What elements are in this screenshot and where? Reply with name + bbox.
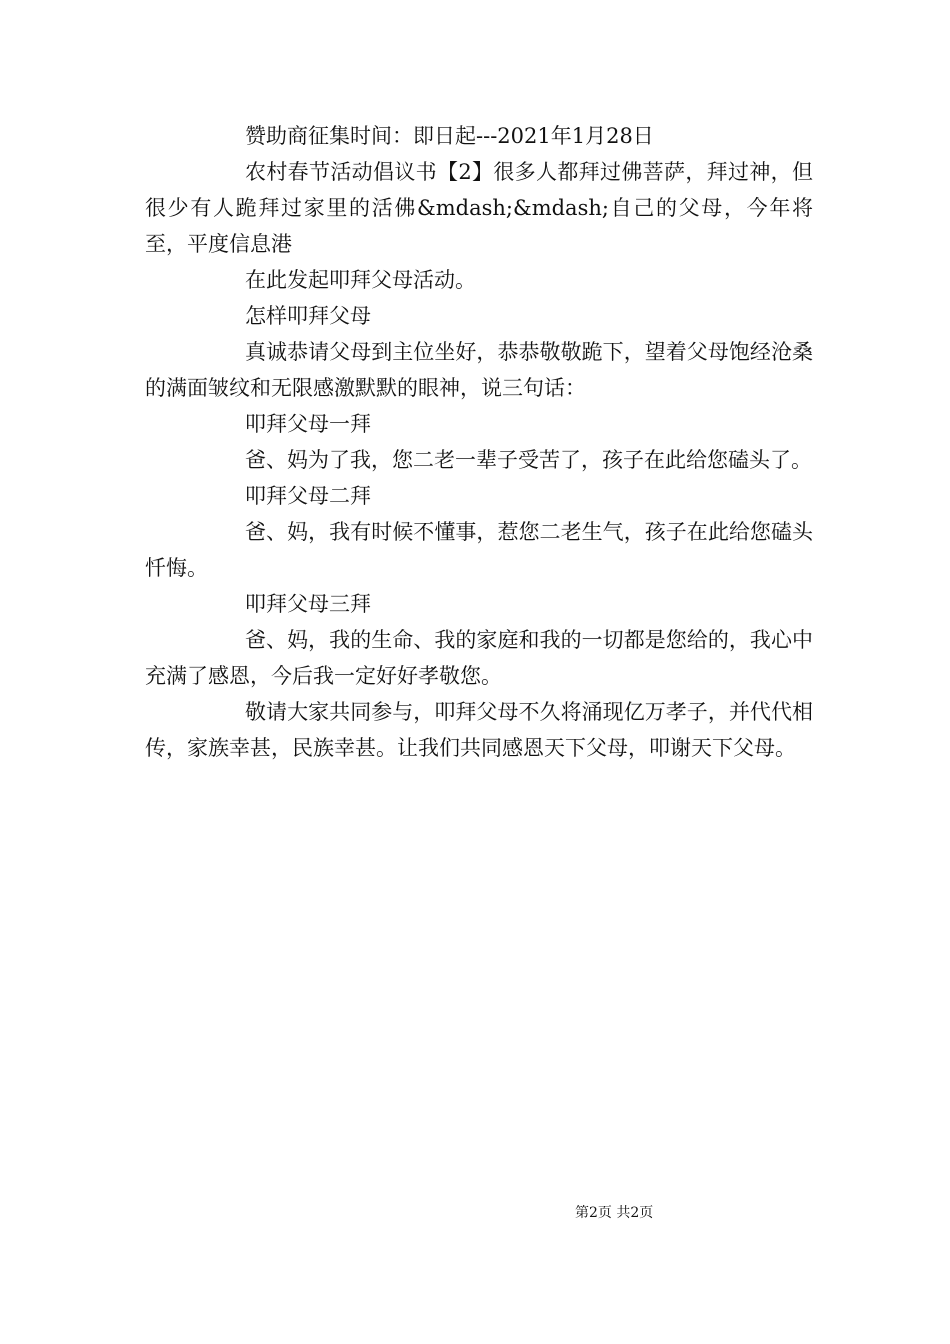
paragraph-third-bow: 爸、妈，我的生命、我的家庭和我的一切都是您给的，我心中充满了感恩，今后我一定好好孝敬您。 bbox=[145, 628, 813, 688]
page-number-label: 第2页 共2页 bbox=[575, 1205, 654, 1221]
paragraph-initiative: 在此发起叩拜父母活动。 bbox=[245, 268, 476, 292]
paragraph-sponsor-period: 赞助商征集时间：即日起---2021年1月28日 bbox=[245, 124, 654, 148]
heading-first-bow: 叩拜父母一拜 bbox=[245, 412, 371, 436]
paragraph-first-bow: 爸、妈为了我，您二老一辈子受苦了，孩子在此给您磕头了。 bbox=[245, 448, 812, 472]
heading-how-to-kowtow: 怎样叩拜父母 bbox=[245, 304, 371, 328]
paragraph-procedure: 真诚恭请父母到主位坐好，恭恭敬敬跪下，望着父母饱经沧桑的满面皱纹和无限感激默默的眼神，说三句话： bbox=[145, 340, 813, 400]
heading-third-bow: 叩拜父母三拜 bbox=[245, 592, 371, 616]
heading-second-bow: 叩拜父母二拜 bbox=[245, 484, 371, 508]
page-footer bbox=[0, 1203, 950, 1223]
paragraph-closing: 敬请大家共同参与，叩拜父母不久将涌现亿万孝子，并代代相传，家族幸甚，民族幸甚。让我们共同感恩天下父母，叩谢天下父母。 bbox=[145, 700, 813, 760]
paragraph-proposal-intro: 农村春节活动倡议书【2】很多人都拜过佛菩萨，拜过神，但很少有人跪拜过家里的活佛&mdash;&mdash;自己的父母，今年将至，平度信息港 bbox=[145, 160, 813, 256]
paragraph-second-bow: 爸、妈，我有时候不懂事，惹您二老生气，孩子在此给您磕头忏悔。 bbox=[145, 520, 813, 580]
document-body bbox=[145, 118, 813, 766]
